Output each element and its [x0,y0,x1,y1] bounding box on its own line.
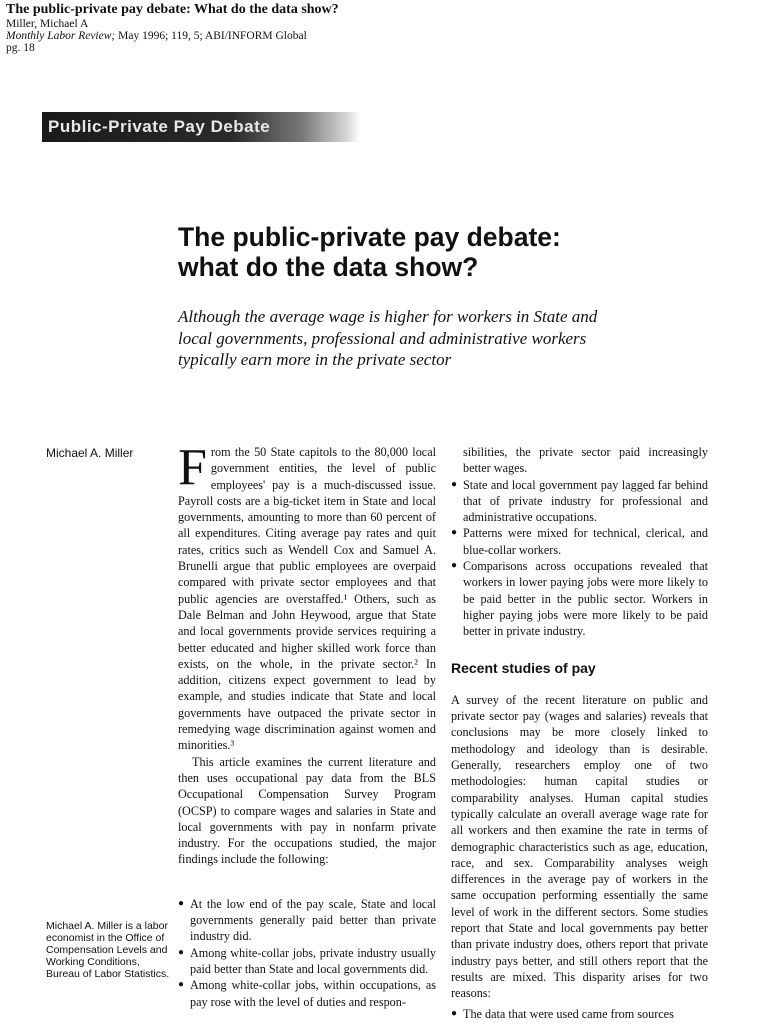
drop-cap: F [178,439,207,496]
finding-item: ● State and local government pay lagged far behind that of private industry for professional and administrative occupations. [451,477,708,526]
section-heading: Recent studies of pay [451,659,596,676]
paragraph-method: This article examines the current literature and then uses occupational pay data from the BLS Occupational Compensation Survey Program (OCSP) to compare wages and salaries in State and local governments with pay in nonfarm private industry. For the occupations studied, the major findings include the following: [178,754,436,867]
author-name: Michael A. Miller [46,446,134,460]
citation-journal: Monthly Labor Review; [6,30,116,42]
finding-item: ● Among white-collar jobs, within occupations, as pay rose with the level of duties and respon- [178,977,436,1010]
findings-list-continued [451,477,708,640]
reasons-list [451,1006,708,1022]
citation-page: pg. 18 [6,42,35,54]
finding-item: ● Patterns were mixed for technical, clerical, and blue-collar workers. [451,525,708,558]
article-title-line1: The public-private pay debate: [178,222,561,252]
citation-title: The public-private pay debate: What do the data show? [6,2,339,17]
paragraph-survey: A survey of the recent literature on public and private sector pay (wages and salaries) reveals that conclusions may be more closely linked to methodology and ideology than is desirable. Generally, researchers employ one of two methodologies: human capital studies or comparability analyses. Human capital studies typically calculate an overall average wage rate for all workers and then examine the rate in terms of demographic characteristics such as age, education, race, and sex. Comparability analyses weigh differences in the average pay of workers in the same occupation performing essentially the same level of work in the different sectors. Some studies report that State and local governments pay better than private industry does, others report that private industry pays better, and still others report that the results are mixed. This disparity arises for two reasons: [451,692,708,1001]
paragraph-intro-text: rom the 50 State capitols to the 80,000 local government entities, the level of public employees' pay is a much-discussed issue. Payroll costs are a big-ticket item in State and local governments, amounting to more than 60 percent of all expenditures. Citing average pay rates and quit rates, critics such as Wendell Cox and Samuel A. Brunelli argue that public employees are overpaid compared with private sector employees and that public agencies are overstaffed.¹ Others, such as Dale Belman and John Heywood, argue that State and local governments provide services requiring a better educated and higher skilled work force than exists, on the whole, in the private sector.² In addition, citizens expect government to lead by example, and studies indicate that State and local governments have outpaced the private sector in remedying wage discrimination against women and minorities.³ [178,445,436,753]
column-left [178,439,436,1010]
citation-issue: May 1996; 119, 5; ABI/INFORM Global [115,30,307,42]
finding-item: ● Comparisons across occupations revealed that workers in lower paying jobs were more likely to be paid better in the public sector. Workers in higher paying jobs were more likely to be paid better in private industry. [451,558,708,639]
citation-block [6,2,339,54]
article-subtitle: Although the average wage is higher for workers in State and local governments, professional and administrative workers typically earn more in the private sector [178,307,598,369]
findings-list [178,896,436,1010]
finding-item: ● Among white-collar jobs, private industry usually paid better than State and local governments did. [178,945,436,978]
citation-author: Miller, Michael A [6,18,89,30]
finding-continued: sibilities, the private sector paid increasingly better wages. [463,445,708,476]
paragraph-intro [178,439,436,754]
citation-source [6,30,339,42]
article-title-line2: what do the data show? [178,252,479,282]
article-title [178,222,738,282]
finding-item: ● At the low end of the pay scale, State and local governments generally paid better than private industry did. [178,896,436,945]
author-note: Michael A. Miller is a labor economist in the Office of Compensation Levels and Working Conditions, Bureau of Labor Statistics. [46,920,170,980]
column-right [451,444,708,1022]
section-banner: Public-Private Pay Debate [42,112,360,142]
reason-item: ● The data that were used came from sources [451,1006,708,1022]
